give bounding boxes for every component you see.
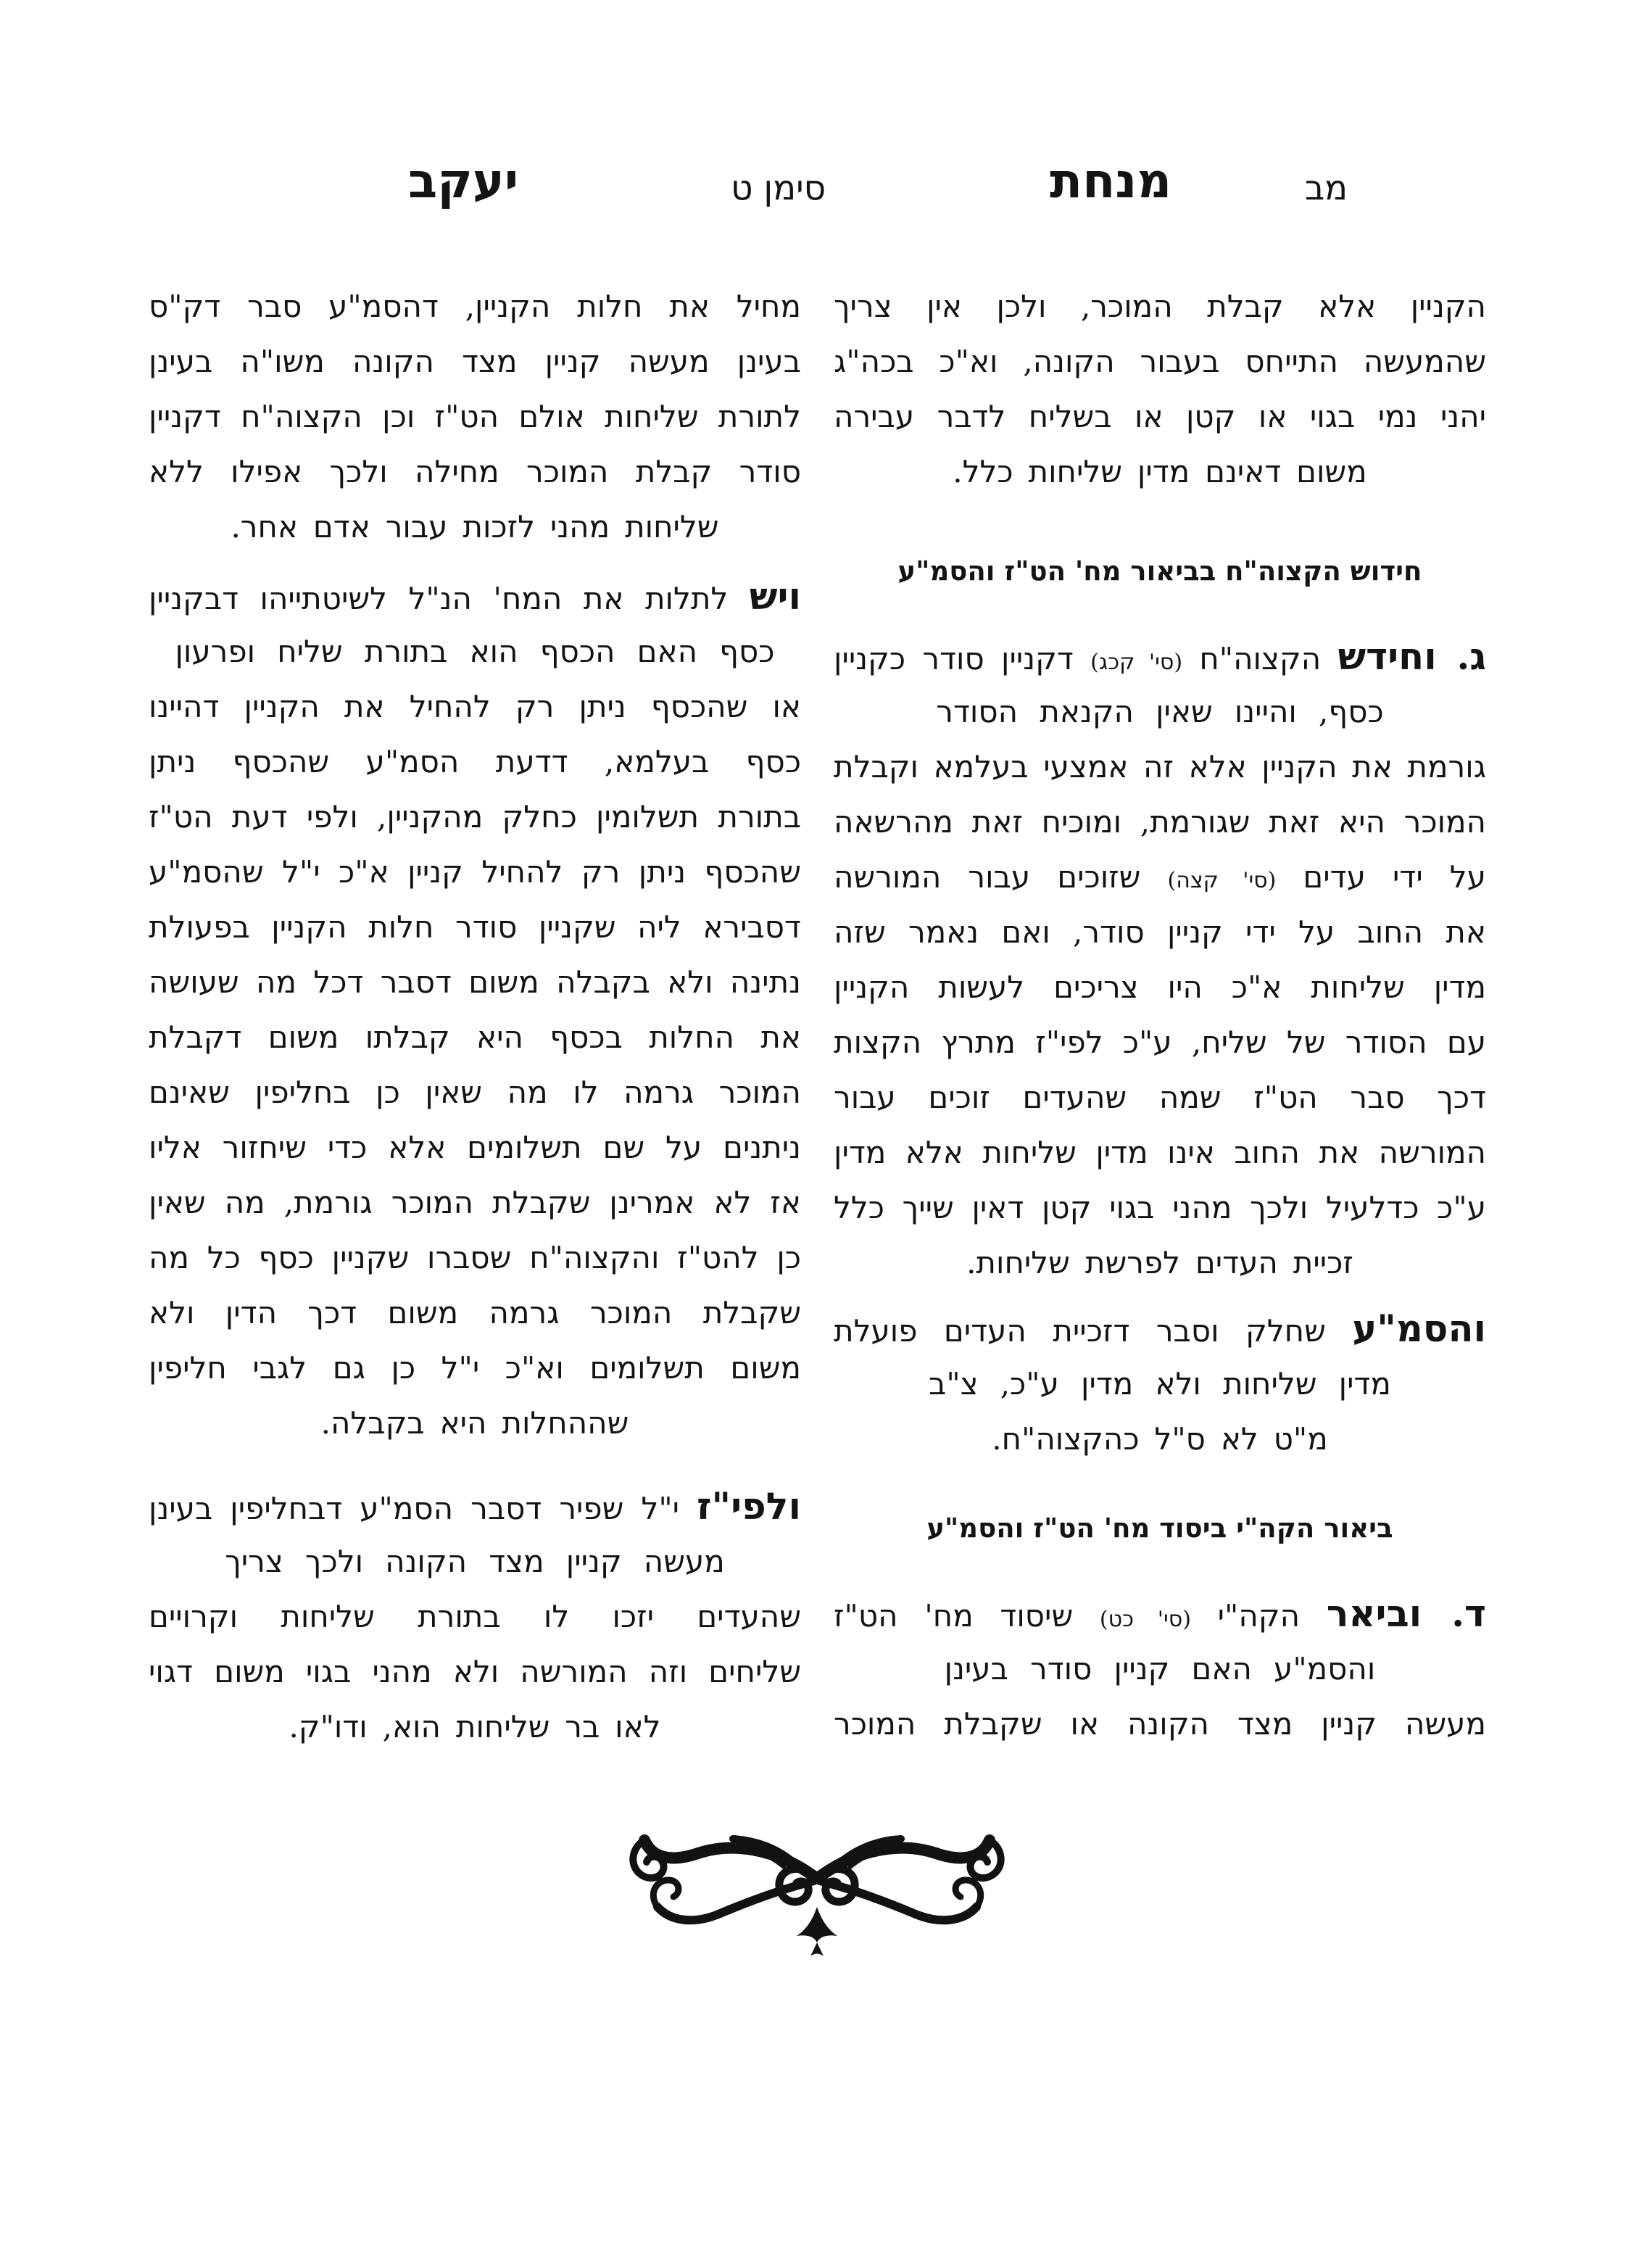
text-line: בעינן מעשה קניין מצד הקונה משו"ה בעינן bbox=[149, 344, 801, 379]
source-reference: (סי' קכג) bbox=[1090, 650, 1183, 675]
text-line: שליחות מהני לזכות עבור אדם אחר. bbox=[231, 509, 719, 545]
text-line: בתורת תשלומין כחלק מהקניין, ולפי דעת הט"ז bbox=[149, 799, 801, 835]
text-line bbox=[149, 1479, 801, 1534]
text-line bbox=[834, 1586, 1486, 1642]
paragraph bbox=[834, 1301, 1486, 1467]
text-line: ניתנים על שם תשלומים אלא כדי שיחזור אליו bbox=[149, 1130, 801, 1165]
text-line: את החוב על ידי קניין סודר, ואם נאמר שזה bbox=[834, 914, 1486, 950]
paragraph bbox=[149, 569, 801, 1451]
book-title-first: מנחת bbox=[1050, 152, 1172, 209]
text-segment: לתלות את המח' הנ"ל לשיטתייהו דבקניין bbox=[149, 581, 750, 616]
text-line bbox=[834, 629, 1486, 684]
text-line: את החלות בכסף היא קבלתו משום דקבלת bbox=[149, 1019, 801, 1055]
paragraph bbox=[149, 1479, 801, 1755]
text-line: מ"ט לא ס"ל כהקצוה"ח. bbox=[992, 1421, 1328, 1457]
text-line: דסבירא ליה שקניין סודר חלות הקניין בפעולת bbox=[149, 909, 801, 945]
text-line: מדין שליחות א"כ היו צריכים לעשות הקניין bbox=[834, 969, 1486, 1005]
text-line bbox=[834, 1301, 1486, 1357]
text-line: ע"כ כדלעיל ולכך מהני בגוי קטן דאין שייך כלל bbox=[834, 1190, 1486, 1225]
text-line: דכך סבר הט"ז שמה שהעדים זוכים עבור bbox=[834, 1080, 1486, 1115]
text-line: המורשה את החוב אינו מדין שליחות אלא מדין bbox=[834, 1135, 1486, 1170]
paragraph bbox=[834, 629, 1486, 1291]
siman-label: סימן ט bbox=[731, 168, 826, 208]
text-line: המוכר גרמה לו מה שאין כן בחליפין שאינם bbox=[149, 1075, 801, 1110]
scroll-flourish-icon bbox=[614, 1800, 1020, 1959]
text-line: שהכסף ניתן רק להחיל קניין א"כ י"ל שהסמ"ע bbox=[149, 854, 801, 890]
text-segment: שחלק וסבר דזכיית העדים פועלת bbox=[834, 1313, 1353, 1349]
paragraph-opener: ד. וביאר bbox=[1326, 1592, 1487, 1636]
text-line: גורמת את הקניין אלא זה אמצעי בעלמא וקבלת bbox=[834, 749, 1486, 785]
paragraph-opener: ולפי"ז bbox=[697, 1485, 801, 1528]
paragraph-opener: ויש bbox=[749, 575, 801, 618]
text-line: שההחלות היא בקבלה. bbox=[320, 1405, 629, 1441]
section-heading: חידוש הקצוה"ח בביאור מח' הט"ז והסמ"ע bbox=[897, 555, 1422, 587]
section-heading: ביאור הקה"י ביסוד מח' הט"ז והסמ"ע bbox=[926, 1512, 1393, 1544]
text-line bbox=[149, 569, 801, 624]
text-line: שקבלת המוכר גרמה משום דכך הדין ולא bbox=[149, 1295, 801, 1330]
text-line: המוכר היא זאת שגורמת, ומוכיח זאת מהרשאה bbox=[834, 804, 1486, 840]
text-line: שהעדים יזכו לו בתורת שליחות וקרויים bbox=[149, 1599, 801, 1634]
text-line: לאו בר שליחות הוא, ודו"ק. bbox=[289, 1709, 661, 1745]
text-line: מעשה קניין מצד הקונה ולכך צריך bbox=[225, 1544, 725, 1579]
text-line: לתורת שליחות אולם הט"ז וכן הקצוה"ח דקניין bbox=[149, 399, 801, 434]
source-reference: (סי' כט) bbox=[1099, 1607, 1191, 1632]
text-line: אז לא אמרינן שקבלת המוכר גורמת, מה שאין bbox=[149, 1185, 801, 1220]
text-line bbox=[834, 850, 1486, 905]
text-line: מדין שליחות ולא מדין ע"כ, צ"ב bbox=[929, 1366, 1391, 1402]
paragraph-opener: ג. וחידש bbox=[1338, 635, 1486, 679]
text-line: כסף האם הכסף הוא בתורת שליח ופרעון bbox=[175, 634, 775, 669]
text-line: והסמ"ע האם קניין סודר בעינן bbox=[944, 1651, 1376, 1686]
text-line: סודר קבלת המוכר מחילה ולכך אפילו ללא bbox=[149, 454, 801, 489]
column-left bbox=[149, 279, 801, 1755]
text-segment: על ידי עדים bbox=[1276, 859, 1486, 895]
text-line: כסף בעלמא, דדעת הסמ"ע שהכסף ניתן bbox=[149, 744, 801, 779]
text-segment: שזוכים עבור המורשה bbox=[834, 859, 1168, 895]
text-line: מעשה קניין מצד הקונה או שקבלת המוכר bbox=[834, 1706, 1486, 1742]
text-line: משום תשלומים וא"כ י"ל כן גם לגבי חליפין bbox=[149, 1350, 801, 1386]
page-number: מב bbox=[1305, 168, 1348, 208]
text-line: נתינה ולא בקבלה משום דסבר דכל מה שעושה bbox=[149, 964, 801, 1000]
text-segment: שיסוד מח' הט"ז bbox=[834, 1598, 1100, 1634]
book-title-second: יעקב bbox=[408, 152, 519, 209]
text-line: או שהכסף ניתן רק להחיל את הקניין דהיינו bbox=[149, 689, 801, 724]
paragraph bbox=[834, 279, 1486, 500]
paragraph bbox=[149, 279, 801, 555]
text-segment: הקה"י bbox=[1190, 1598, 1327, 1634]
text-line: יהני נמי בגוי או קטן או בשליח לדבר עבירה bbox=[834, 399, 1486, 434]
text-line: משום דאינם מדין שליחות כלל. bbox=[953, 454, 1367, 489]
text-line: שליחים וזה המורשה ולא מהני בגוי משום דגוי bbox=[149, 1654, 801, 1689]
text-line: כן להט"ז והקצוה"ח שסברו שקניין כסף כל מה bbox=[149, 1240, 801, 1275]
text-line: הקניין אלא קבלת המוכר, ולכן אין צריך bbox=[834, 289, 1486, 324]
text-segment: י"ל שפיר דסבר הסמ"ע דבחליפין בעינן bbox=[149, 1491, 697, 1526]
column-right bbox=[834, 279, 1486, 1752]
text-segment: דקניין סודר כקניין bbox=[834, 641, 1091, 676]
paragraph-opener: והסמ"ע bbox=[1352, 1307, 1486, 1351]
paragraph bbox=[834, 1586, 1486, 1752]
text-segment: הקצוה"ח bbox=[1182, 641, 1338, 676]
text-line: שהמעשה התייחס בעבור הקונה, וא"כ בכה"ג bbox=[834, 344, 1486, 379]
text-line: מחיל את חלות הקניין, דהסמ"ע סבר דק"ס bbox=[149, 289, 801, 324]
text-line: כסף, והיינו שאין הקנאת הסודר bbox=[936, 694, 1384, 729]
source-reference: (סי' קצה) bbox=[1167, 868, 1277, 893]
text-line: עם הסודר של שליח, ע"כ לפי"ז מתרץ הקצות bbox=[834, 1025, 1486, 1060]
text-line: זכיית העדים לפרשת שליחות. bbox=[966, 1245, 1353, 1280]
